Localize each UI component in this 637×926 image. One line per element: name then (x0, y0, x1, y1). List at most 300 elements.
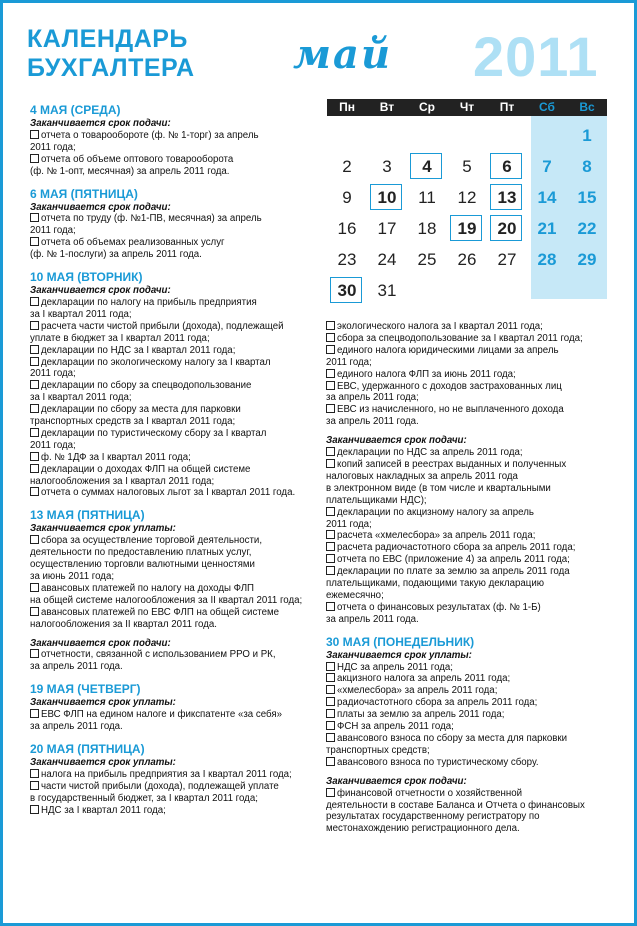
checklist-item (30, 805, 315, 817)
item-text: на общей системе налогообложения за II квартал 2011 года; (30, 594, 303, 606)
item-text: декларации по плате за землю за апрель 2011 года (337, 566, 570, 578)
checkbox-icon[interactable] (326, 685, 335, 694)
checklist-item (326, 447, 616, 459)
item-text: декларации по сбору за места для парковки (41, 404, 241, 416)
item-text-line (326, 578, 616, 590)
item-text-line (326, 495, 616, 507)
item-text-line (30, 440, 315, 452)
item-text: авансового взноса по туристическому сбору. (337, 756, 539, 768)
checklist-item (30, 452, 315, 464)
checkbox-icon[interactable] (30, 769, 39, 778)
group-heading: Заканчивается срок уплаты: (326, 649, 472, 661)
checkbox-icon[interactable] (326, 602, 335, 611)
item-text-line (30, 154, 315, 166)
checklist-item (30, 345, 315, 357)
item-text-line (326, 416, 616, 428)
item-text-line (30, 225, 315, 237)
item-text: финансовой отчетности о хозяйственной (337, 787, 523, 799)
calendar-day: 27 (497, 250, 517, 269)
checklist-item (30, 535, 315, 583)
item-text-line (326, 602, 616, 614)
item-text: в электронном виде (в том числе и квартальными (326, 482, 551, 494)
calendar-day: 25 (417, 250, 437, 269)
checklist-item (30, 321, 315, 345)
checkbox-icon[interactable] (30, 297, 39, 306)
right-column (326, 321, 616, 844)
checkbox-icon[interactable] (326, 721, 335, 730)
item-text: в государственный бюджет, за I квартал 2011 года; (30, 792, 258, 804)
year-label: 2011 (473, 25, 599, 88)
item-text: авансового взноса по сбору за места для парковки (337, 733, 568, 744)
item-text-line (30, 249, 315, 261)
item-text: 2011 года; (30, 439, 76, 451)
group-heading: Заканчивается срок подачи: (326, 435, 467, 447)
calendar-day: 29 (577, 250, 597, 269)
checkbox-icon[interactable] (326, 673, 335, 682)
item-text-line (326, 673, 616, 685)
checkbox-icon[interactable] (30, 649, 39, 658)
item-text: плательщиками НДС); (326, 494, 427, 506)
item-text: расчета части чистой прибыли (дохода), подлежащей (41, 320, 284, 332)
checkbox-icon[interactable] (326, 530, 335, 539)
item-text-line (326, 519, 616, 531)
item-text-line (326, 823, 616, 835)
item-text-line (326, 530, 616, 542)
item-text: отчета о финансовых результатах (ф. № 1-Б) (337, 601, 541, 613)
item-text-line (30, 321, 315, 333)
item-text: декларации по туристическому сбору за I квартал (41, 427, 267, 439)
checkbox-icon[interactable] (30, 583, 39, 592)
item-text-line (30, 464, 315, 476)
checklist-item (326, 721, 616, 733)
item-text-line (30, 793, 315, 805)
checklist-item (30, 297, 315, 321)
checklist-item (30, 130, 315, 154)
checkbox-icon[interactable] (30, 213, 39, 222)
checklist-item (30, 237, 315, 261)
checkbox-icon[interactable] (326, 662, 335, 671)
checkbox-icon[interactable] (30, 428, 39, 437)
checkbox-icon[interactable] (30, 237, 39, 246)
item-text: копий записей в реестрах выданных и полученных (337, 458, 567, 470)
item-text-line (326, 697, 616, 709)
item-text: отчета об объемах реализованных услуг (41, 237, 225, 249)
item-text: сбора за спецводопользование за I квартал 2011 года; (337, 332, 583, 344)
group-heading: Заканчивается срок уплаты: (30, 697, 176, 709)
weekday-label: Чт (459, 100, 475, 114)
item-text: ЕВС из начисленного, но не выплаченного дохода (337, 404, 564, 416)
calendar-day: 17 (377, 219, 397, 238)
item-text-line (326, 745, 616, 757)
item-text-line (326, 566, 616, 578)
checkbox-icon[interactable] (30, 380, 39, 389)
item-text: (ф. № 1-послуги) за апрель 2011 года. (30, 249, 202, 261)
item-text-line (326, 709, 616, 721)
deadline-section (30, 187, 315, 262)
item-text: части чистой прибыли (дохода), подлежащей уплате (41, 780, 279, 792)
item-text-line (326, 757, 616, 769)
deadline-group (30, 202, 315, 262)
item-text: результатах государственному регистратору по (326, 811, 540, 823)
calendar-day: 1 (582, 126, 592, 145)
item-text-line (30, 583, 315, 595)
item-text-line (30, 237, 315, 249)
checkbox-icon[interactable] (30, 357, 39, 366)
item-text-line (326, 381, 616, 393)
group-heading: Заканчивается срок уплаты: (30, 756, 176, 768)
calendar-day: 12 (457, 188, 477, 207)
calendar-day: 11 (418, 188, 436, 207)
checklist-item (30, 583, 315, 607)
weekday-label: Вт (379, 100, 395, 114)
item-text: за апрель 2011 года. (30, 661, 123, 673)
checklist-item (30, 428, 315, 452)
item-text: 2011 года; (326, 356, 372, 368)
item-text-line (30, 619, 315, 631)
deadline-day: 13 (487, 187, 527, 209)
checkbox-icon[interactable] (30, 805, 39, 814)
checkbox-icon[interactable] (326, 566, 335, 575)
weekday-label: Пт (499, 100, 515, 114)
item-text: платы за землю за апрель 2011 года; (337, 709, 505, 721)
deadline-group (30, 285, 315, 499)
item-text-line (30, 476, 315, 488)
item-text-line (30, 649, 315, 661)
item-text: осуществлению торговли валютными ценностями (30, 559, 255, 571)
checkbox-icon[interactable] (326, 788, 335, 797)
deadline-section (326, 321, 616, 626)
item-text: деятельности по предоставлению платных услуг, (30, 547, 252, 559)
checkbox-icon[interactable] (30, 709, 39, 718)
item-text: транспортных средств; (326, 744, 430, 756)
checklist-item (326, 602, 616, 626)
item-text: единого налога юридическими лицами за апрель (337, 344, 559, 356)
checklist-item (326, 673, 616, 685)
item-text-line (326, 811, 616, 823)
item-text-line (30, 404, 315, 416)
item-text-line (326, 590, 616, 602)
item-text: отчета об объеме оптового товарооборота (41, 153, 234, 165)
checkbox-icon[interactable] (30, 452, 39, 461)
deadline-day: 19 (447, 218, 487, 240)
group-heading: Заканчивается срок подачи: (30, 637, 171, 649)
calendar-day: 23 (337, 250, 357, 269)
checkbox-icon[interactable] (30, 487, 39, 496)
item-text: отчета по ЕВС (приложение 4) за апрель 2011 года; (337, 554, 570, 566)
item-text: уплате в бюджет за I квартал 2011 года; (30, 332, 210, 344)
calendar-day: 15 (577, 188, 597, 207)
checkbox-icon[interactable] (30, 154, 39, 163)
group-heading: Заканчивается срок подачи: (30, 201, 171, 213)
deadline-day: 30 (327, 280, 367, 302)
checkbox-icon[interactable] (326, 697, 335, 706)
section-date-title: 19 МАЯ (ЧЕТВЕРГ) (30, 682, 141, 697)
checklist-item (326, 459, 616, 507)
calendar-day: 24 (377, 250, 397, 269)
checklist-item (30, 769, 315, 781)
checkbox-icon[interactable] (326, 321, 335, 330)
calendar-day: 2 (342, 157, 352, 176)
item-text: расчета радиочастотного сбора за апрель 2011 года; (337, 542, 576, 554)
item-text-line (30, 345, 315, 357)
item-text-line (326, 685, 616, 697)
item-text-line (326, 483, 616, 495)
checklist-item (326, 685, 616, 697)
calendar-day: 7 (542, 157, 552, 176)
item-text: местонахождению регистрационного дела. (326, 823, 520, 835)
checkbox-icon[interactable] (326, 709, 335, 718)
checklist-item (326, 697, 616, 709)
checklist-item (326, 566, 616, 602)
item-text-line (30, 769, 315, 781)
item-text: авансовых платежей по ЕВС ФЛП на общей системе (41, 606, 280, 618)
item-text-line (326, 345, 616, 357)
checkbox-icon[interactable] (326, 369, 335, 378)
item-text: сбора за осуществление торговой деятельности, (41, 535, 263, 547)
deadline-section (30, 742, 315, 817)
item-text: отчета о товарообороте (ф. № 1-торг) за апрель (41, 129, 259, 141)
deadline-section (30, 682, 315, 733)
deadline-group (326, 650, 616, 769)
checklist-item (326, 369, 616, 381)
item-text-line (30, 428, 315, 440)
item-text: декларации по сбору за спецводопользование (41, 380, 252, 392)
checkbox-icon[interactable] (326, 404, 335, 413)
checklist-item (30, 464, 315, 488)
item-text: транспортных средств за I квартал 2011 года; (30, 416, 236, 428)
section-date-title: 6 МАЯ (ПЯТНИЦА) (30, 186, 138, 201)
calendar-day: 22 (577, 219, 597, 238)
item-text: (ф. № 1-опт, месячная) за апрель 2011 года. (30, 165, 230, 177)
item-text-line (326, 459, 616, 471)
item-text: декларации по налогу на прибыль предприятия (41, 296, 257, 308)
item-text: ЕВС ФЛП на едином налоге и фикспатенте «за себя» (41, 709, 282, 721)
section-date-title: 20 МАЯ (ПЯТНИЦА) (30, 741, 145, 756)
calendar-day: 18 (417, 219, 437, 238)
item-text: 2011 года; (30, 225, 76, 237)
item-text: единого налога ФЛП за июнь 2011 года; (337, 368, 516, 380)
checklist-item (30, 487, 315, 499)
checkbox-icon[interactable] (30, 404, 39, 413)
item-text: декларации по экологическому налогу за I квартал (41, 356, 271, 368)
checkbox-icon[interactable] (30, 130, 39, 139)
item-text-line (326, 507, 616, 519)
item-text-line (326, 321, 616, 333)
calendar-day: 28 (537, 250, 557, 269)
item-text-line (326, 800, 616, 812)
calendar-day: 21 (537, 219, 557, 238)
item-text-line (30, 357, 315, 369)
calendar-day: 9 (342, 188, 352, 207)
checklist-item (30, 380, 315, 404)
checklist-item (326, 345, 616, 369)
checkbox-icon[interactable] (30, 781, 39, 790)
item-text-line (326, 357, 616, 369)
weekday-label: Вс (579, 100, 595, 114)
item-text: отчетности, связанной с использованием РРО и РК, (41, 649, 276, 661)
deadline-day: 6 (487, 156, 527, 178)
deadline-group (326, 776, 616, 836)
item-text-line (30, 487, 315, 499)
item-text-line (30, 166, 315, 178)
page-title (27, 25, 195, 83)
deadline-section (30, 270, 315, 499)
checkbox-icon[interactable] (326, 757, 335, 766)
item-text-line (30, 416, 315, 428)
deadline-section (30, 508, 315, 673)
month-name: май (293, 31, 393, 78)
checklist-item (30, 213, 315, 237)
item-text-line (30, 547, 315, 559)
deadline-day: 4 (407, 156, 447, 178)
deadline-group (30, 757, 315, 817)
deadline-group (326, 321, 616, 428)
item-text: за апрель 2011 года. (326, 416, 419, 428)
checkbox-icon[interactable] (30, 535, 39, 544)
item-text-line (30, 368, 315, 380)
checkbox-icon[interactable] (326, 554, 335, 563)
checkbox-icon[interactable] (326, 333, 335, 342)
item-text-line (326, 542, 616, 554)
checklist-item (326, 662, 616, 674)
deadline-group (30, 523, 315, 630)
calendar-day: 3 (382, 157, 392, 176)
deadline-group (30, 118, 315, 178)
item-text-line (30, 309, 315, 321)
checklist-item (30, 404, 315, 428)
item-text-line (326, 788, 616, 800)
checklist-item (326, 757, 616, 769)
left-column (30, 103, 315, 826)
checklist-item (326, 404, 616, 428)
checkbox-icon[interactable] (326, 507, 335, 516)
checkbox-icon[interactable] (326, 381, 335, 390)
calendar-day: 14 (537, 188, 557, 207)
item-text: деятельности в составе Баланса и Отчета о финансовых (326, 799, 585, 811)
deadline-group (326, 435, 616, 626)
checklist-item (326, 542, 616, 554)
deadline-day: 20 (487, 218, 527, 240)
checkbox-icon[interactable] (326, 447, 335, 456)
item-text-line (30, 535, 315, 547)
item-text: налоговых накладных за апрель 2011 года (326, 470, 518, 482)
checklist-item (326, 381, 616, 405)
item-text-line (30, 142, 315, 154)
item-text: декларации о доходах ФЛП на общей системе (41, 463, 251, 475)
item-text-line (30, 559, 315, 571)
item-text: авансовых платежей по налогу на доходы ФЛП (41, 582, 255, 594)
item-text: экологического налога за I квартал 2011 года; (337, 321, 543, 332)
section-date-title: 30 МАЯ (ПОНЕДЕЛЬНИК) (326, 634, 475, 649)
item-text-line (30, 595, 315, 607)
item-text-line (30, 805, 315, 817)
calendar-day: 31 (377, 281, 397, 300)
item-text-line (30, 452, 315, 464)
deadline-section (326, 635, 616, 836)
checklist-item (30, 357, 315, 381)
item-text: ФСН за апрель 2011 года; (337, 721, 454, 733)
checkbox-icon[interactable] (30, 464, 39, 473)
weekday-label: Пн (339, 100, 355, 114)
title-line-1: КАЛЕНДАРЬ (27, 25, 188, 53)
item-text: плательщиками, подающими такую декларацию (326, 578, 545, 590)
item-text-line (326, 554, 616, 566)
item-text-line (326, 471, 616, 483)
checklist-item (30, 649, 315, 673)
item-text: декларации по НДС за апрель 2011 года; (337, 447, 523, 459)
item-text-line (30, 781, 315, 793)
item-text: за I квартал 2011 года; (30, 392, 132, 404)
item-text: декларации по акцизному налогу за апрель (337, 506, 534, 518)
item-text-line (30, 392, 315, 404)
checkbox-icon[interactable] (326, 733, 335, 742)
deadline-section (30, 103, 315, 178)
month-calendar (327, 99, 607, 299)
item-text: за апрель 2011 года. (30, 721, 123, 733)
checklist-item (326, 321, 616, 333)
calendar-day: 8 (582, 157, 592, 176)
item-text: 2011 года; (326, 518, 372, 530)
checklist-item (30, 154, 315, 178)
section-date-title: 13 МАЯ (ПЯТНИЦА) (30, 508, 145, 523)
checklist-item (326, 530, 616, 542)
item-text: радиочастотного сбора за апрель 2011 года; (337, 697, 538, 709)
checkbox-icon[interactable] (326, 459, 335, 468)
deadline-group (30, 638, 315, 674)
checkbox-icon[interactable] (30, 607, 39, 616)
deadline-day: 10 (367, 187, 407, 209)
group-heading: Заканчивается срок подачи: (326, 775, 467, 787)
item-text-line (326, 392, 616, 404)
item-text-line (326, 721, 616, 733)
section-date-title: 10 МАЯ (ВТОРНИК) (30, 270, 143, 285)
item-text-line (30, 130, 315, 142)
checkbox-icon[interactable] (326, 542, 335, 551)
item-text-line (326, 662, 616, 674)
item-text-line (30, 709, 315, 721)
item-text: НДС за апрель 2011 года; (337, 661, 453, 673)
group-heading: Заканчивается срок подачи: (30, 285, 171, 297)
calendar-day: 5 (462, 157, 472, 176)
checkbox-icon[interactable] (30, 321, 39, 330)
item-text-line (30, 607, 315, 619)
checklist-item (326, 507, 616, 531)
title-line-2: БУХГАЛТЕРА (27, 54, 195, 82)
item-text: «хмелесбора» за апрель 2011 года; (337, 685, 498, 697)
checklist-item (30, 709, 315, 733)
checkbox-icon[interactable] (326, 345, 335, 354)
item-text-line (30, 661, 315, 673)
item-text: отчета по труду (ф. №1-ПВ, месячная) за апрель (41, 213, 262, 225)
calendar-day: 16 (337, 219, 357, 238)
weekday-label: Сб (539, 100, 555, 114)
item-text: налогообложения за I квартал 2011 года; (30, 475, 215, 487)
item-text-line (30, 333, 315, 345)
calendar-day: 26 (457, 250, 477, 269)
group-heading: Заканчивается срок подачи: (30, 118, 171, 129)
item-text-line (326, 369, 616, 381)
item-text-line (326, 404, 616, 416)
item-text: за апрель 2011 года; (326, 392, 419, 404)
weekday-label: Ср (419, 100, 435, 114)
group-heading: Заканчивается срок уплаты: (30, 523, 176, 535)
checkbox-icon[interactable] (30, 345, 39, 354)
checklist-item (326, 554, 616, 566)
item-text: за апрель 2011 года. (326, 613, 419, 625)
checklist-item (30, 781, 315, 805)
item-text: декларации по НДС за I квартал 2011 года; (41, 344, 236, 356)
checklist-item (326, 788, 616, 836)
